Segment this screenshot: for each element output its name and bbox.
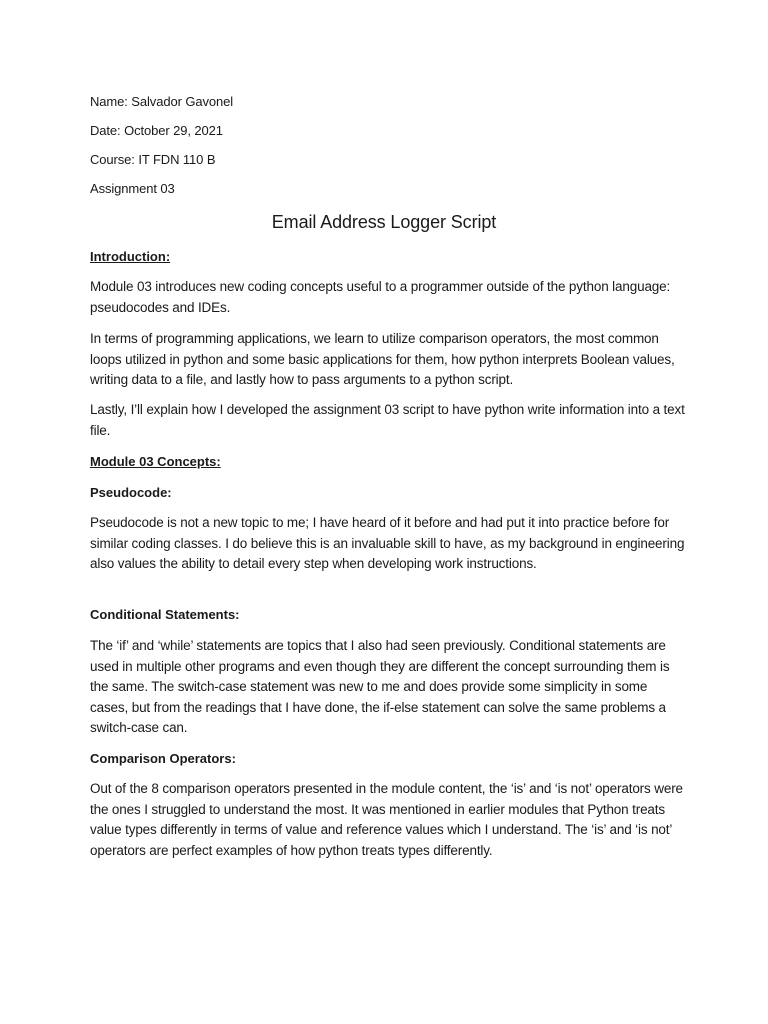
pseudocode-paragraph: Pseudocode is not a new topic to me; I have heard of it before and had put it into practice before for similar coding classes. I do believe this is an invaluable skill to have, as my background in engineering also values the ability to detail every step when developing work instructions. bbox=[90, 515, 685, 571]
module-concepts-heading: Module 03 Concepts: bbox=[90, 454, 221, 469]
comparison-operators-paragraph: Out of the 8 comparison operators presented in the module content, the ‘is’ and ‘is not’ operators were the ones I struggled to understand the most. It was mentioned in earlier modules that Python treats value types differently in terms of value and reference values which I understand. The ‘is’ and ‘is not’ operators are perfect examples of how python treats types differently. bbox=[90, 781, 683, 858]
pseudocode-heading: Pseudocode: bbox=[90, 485, 172, 500]
introduction-paragraph-2: In terms of programming applications, we learn to utilize comparison operators, the most common loops utilized in python and some basic applications for them, how python interprets Boolean values, writing data to a file, and lastly how to pass arguments to a python script. bbox=[90, 331, 675, 387]
document-title: Email Address Logger Script bbox=[271, 212, 497, 232]
author-name: Name: Salvador Gavonel bbox=[90, 94, 234, 109]
introduction-paragraph-1: Module 03 introduces new coding concepts useful to a programmer outside of the python language: pseudocodes and IDEs. bbox=[90, 279, 671, 315]
introduction-heading: Introduction: bbox=[90, 249, 171, 264]
assignment-label: Assignment 03 bbox=[90, 181, 175, 196]
course-name: Course: IT FDN 110 B bbox=[90, 152, 216, 167]
conditional-statements-heading: Conditional Statements: bbox=[90, 607, 240, 622]
introduction-paragraph-3: Lastly, I’ll explain how I developed the assignment 03 script to have python write information into a text file. bbox=[90, 402, 685, 438]
comparison-operators-heading: Comparison Operators: bbox=[90, 751, 236, 766]
conditional-statements-paragraph: The ‘if’ and ‘while’ statements are topics that I also had seen previously. Conditional statements are used in multiple other programs and even though they are different the concept surrounding them is the same. The switch-case statement was new to me and does provide some simplicity in some cases, but from the readings that I have done, the if-else statement can solve the same problems a switch-case can. bbox=[90, 638, 670, 735]
document-date: Date: October 29, 2021 bbox=[90, 123, 223, 138]
